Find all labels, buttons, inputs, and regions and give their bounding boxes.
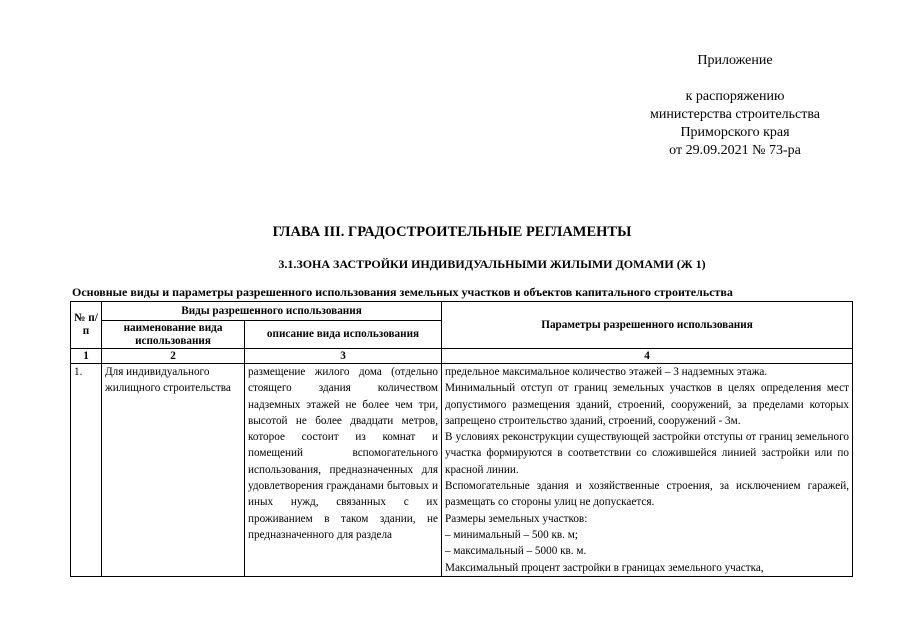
param-line: Минимальный отступ от границ земельных участков в целях определения мест допустимого размещения зданий, строений, сооружений, за пределами которых запрещено строительство зданий, строений, сооружений - 3м. [445,382,850,427]
table-caption: Основные виды и параметры разрешенного использования земельных участков и объектов капитального строительства [72,285,733,299]
header-params: Параметры разрешенного использования [442,302,853,349]
row-num: 1. [71,364,102,577]
appendix-title: Приложение [697,53,773,68]
param-line: В условиях реконструкции существующей застройки отступы от границ земельного участка формируются в соответствии со сложившейся линией застройки или по красной линии. [445,431,850,476]
param-line: – максимальный – 5000 кв. м. [445,545,587,558]
header-use-types: Виды разрешенного использования [102,302,442,321]
header-use-desc: описание вида использования [245,321,442,349]
row-params [442,364,853,577]
appendix-line: от 29.09.2021 № 73-ра [669,143,801,158]
table-row [71,364,853,577]
appendix-line: Приморского края [680,125,790,140]
chapter-title: ГЛАВА III. ГРАДОСТРОИТЕЛЬНЫЕ РЕГЛАМЕНТЫ [272,224,632,240]
regulations-table [70,301,853,577]
column-number: 2 [102,349,245,364]
row-use-name: Для индивидуального жилищного строительства [102,364,245,577]
header-use-name: наименование вида использования [102,321,245,349]
column-number: 4 [442,349,853,364]
param-line: предельное максимальное количество этажей – 3 надземных этажа. [445,366,768,378]
appendix-block [610,52,860,160]
param-line: – минимальный – 500 кв. м; [445,528,578,541]
param-line: Максимальный процент застройки в границах земельного участка, [445,561,764,574]
column-number-row [71,349,853,364]
column-number: 3 [245,349,442,364]
column-number: 1 [71,349,102,364]
param-line: Вспомогательные здания и хозяйственные строения, за исключением гаражей, размещать со стороны улиц не допускается. [445,480,850,509]
param-line: Размеры земельных участков: [445,512,588,525]
zone-title: 3.1.ЗОНА ЗАСТРОЙКИ ИНДИВИДУАЛЬНЫМИ ЖИЛЫМИ ДОМАМИ (Ж 1) [278,257,706,271]
header-num: № п/п [71,302,102,349]
appendix-line: министерства строительства [649,107,821,122]
table-header-row [71,302,853,321]
row-use-description: размещение жилого дома (отдельно стоящего здания количеством надземных этажей не более чем три, высотой не более двадцати метров, которое состоит из комнат и помещений вспомогательного использования, предназначенных для удовлетворения гражданами бытовых и иных нужд, связанных с их проживанием в таком здании, не предназначенного для раздела [245,364,442,577]
appendix-line: к распоряжению [685,89,785,104]
